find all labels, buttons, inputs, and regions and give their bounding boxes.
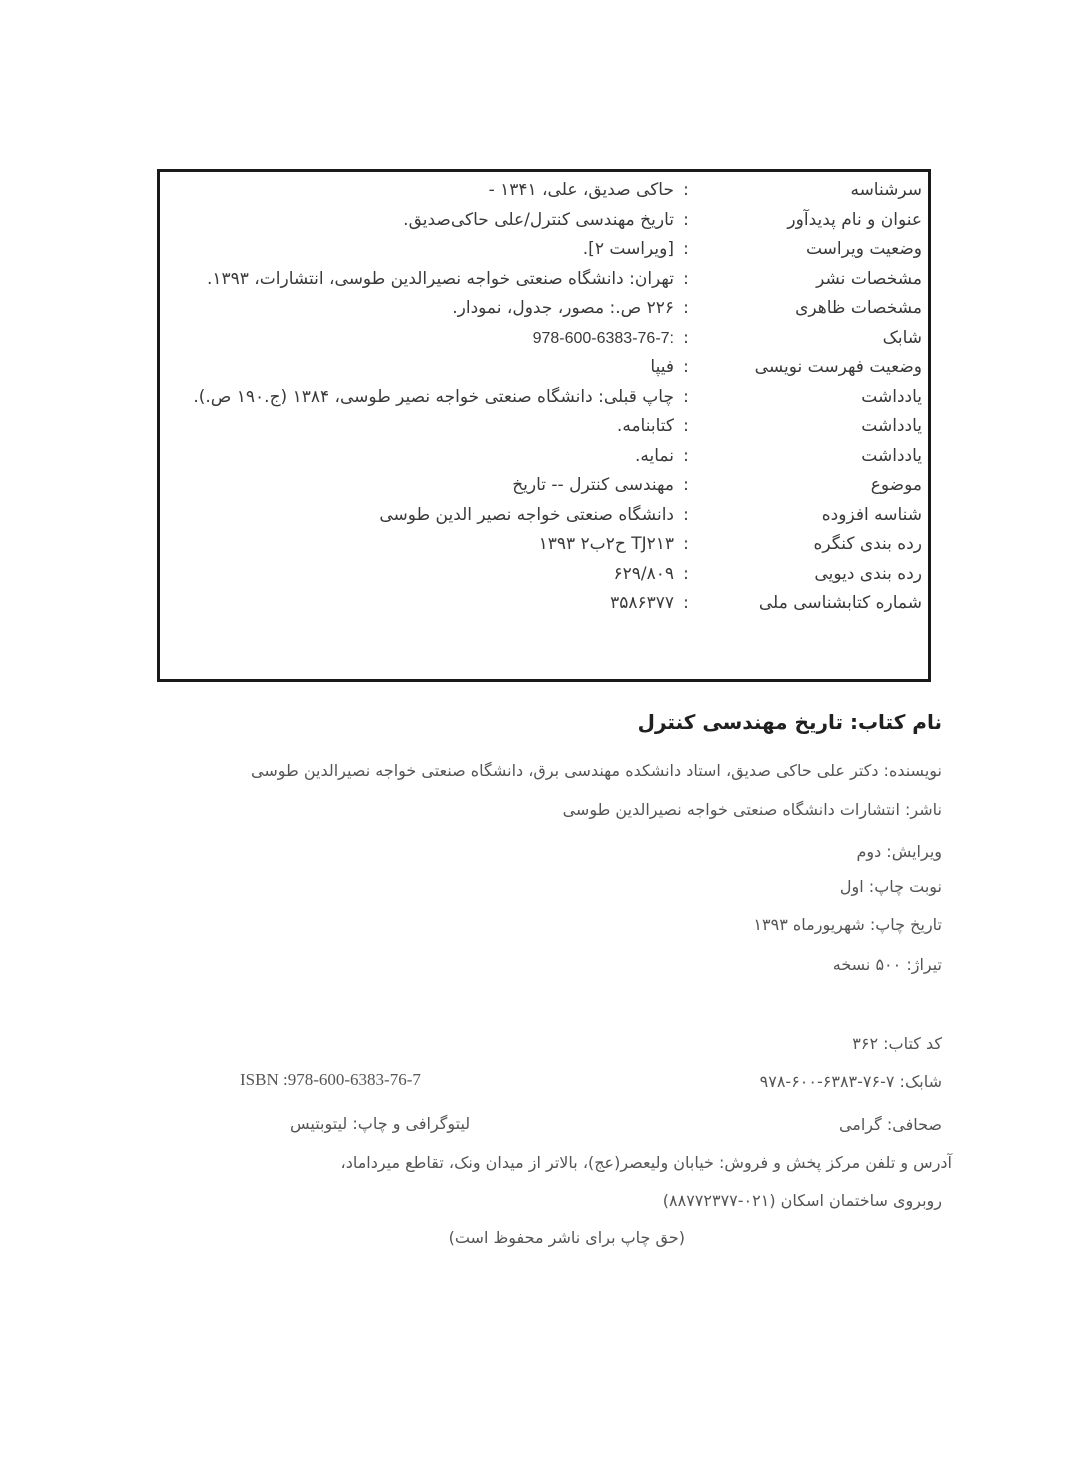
cip-label: سرشناسه [850, 180, 922, 200]
isbn-persian-text: شابک: ۷-۷۶-۶۳۸۳-۶۰۰-۹۷۸ [759, 1072, 942, 1091]
author-line: نویسنده: دکتر علی حاکی صدیق، استاد دانشکده مهندسی برق، دانشگاه صنعتی خواجه نصیرالدین طوسی [250, 761, 942, 780]
cip-value: تهران: دانشگاه صنعتی خواجه نصیرالدین طوسی، انتشارات، ۱۳۹۳. [206, 268, 674, 289]
cip-label: شماره کتابشناسی ملی [758, 593, 922, 613]
litho-line: لیتوگرافی و چاپ: لیتوبتیس [290, 1114, 471, 1133]
isbn-latin: ISBN :978-600-6383-76-7 [240, 1070, 421, 1089]
cip-separator: : [683, 504, 689, 525]
cip-value: ۶۲۹/۸۰۹ [613, 563, 674, 584]
cip-value: چاپ قبلی: دانشگاه صنعتی خواجه نصیر طوسی، ۱۳۸۴ (ج.۱۹۰ ص.). [193, 386, 674, 407]
cip-separator: : [683, 180, 689, 200]
cip-label: رده بندی دیویی [814, 563, 922, 584]
cip-value: کتابنامه. [616, 416, 674, 436]
cip-label: وضعیت ویراست [805, 239, 922, 259]
book-code-line: کد کتاب: ۳۶۲ [852, 1034, 942, 1053]
cip-label: شناسه افزوده [821, 504, 922, 525]
cip-label: رده بندی کنگره [813, 534, 922, 554]
cip-row [168, 176, 922, 206]
cip-row [168, 471, 922, 501]
book-title: نام کتاب: تاریخ مهندسی کنترل [637, 710, 942, 734]
cip-value: مهندسی کنترل -- تاریخ [512, 475, 674, 495]
cip-separator: : [683, 357, 689, 377]
cip-row [168, 294, 922, 324]
cip-value: فیپا [650, 357, 674, 377]
cip-label: شابک [882, 327, 922, 348]
cip-catalog-box [157, 169, 931, 682]
copyright-notice: (حق چاپ برای ناشر محفوظ است) [448, 1228, 685, 1247]
cip-separator: : [683, 475, 689, 495]
cip-separator: : [683, 593, 689, 613]
cip-separator: : [683, 239, 689, 259]
cip-separator: : [683, 327, 689, 348]
cip-value: TJ۲۱۳ ح۲ب۲ ۱۳۹۳ [538, 534, 674, 554]
cip-label: عنوان و نام پدیدآور [787, 209, 922, 230]
cip-value: ۲۲۶ ص.: مصور، جدول، نمودار. [452, 298, 674, 318]
cip-row [168, 589, 922, 619]
cip-label: وضعیت فهرست نویسی [754, 357, 922, 377]
cip-row [168, 501, 922, 531]
print-date-line: تاریخ چاپ: شهریورماه ۱۳۹۳ [753, 915, 942, 934]
cip-separator: : [683, 268, 689, 289]
print-run-line: نوبت چاپ: اول [839, 877, 942, 896]
cip-value: [ویراست ۲]. [582, 239, 674, 259]
cip-row [168, 442, 922, 472]
cip-row [168, 530, 922, 560]
cip-value: دانشگاه صنعتی خواجه نصیر الدین طوسی [379, 504, 674, 525]
cip-separator: : [683, 445, 689, 466]
cip-row [168, 265, 922, 295]
address-line-1: آدرس و تلفن مرکز پخش و فروش: خیابان ولیعصر(عج)، بالاتر از میدان ونک، تقاطع میرداماد، [340, 1153, 952, 1172]
cip-row [168, 206, 922, 236]
cip-separator: : [683, 563, 689, 584]
cip-label: یادداشت [861, 386, 922, 407]
cip-label: موضوع [870, 475, 922, 495]
cip-separator: : [683, 386, 689, 407]
circulation-line: تیراژ: ۵۰۰ نسخه [832, 955, 942, 974]
edition-line: ویرایش: دوم [856, 842, 942, 861]
cip-label: مشخصات نشر [816, 268, 922, 289]
cip-value: حاکی صدیق، علی، ۱۳۴۱ - [488, 180, 674, 200]
address-line-2: روبروی ساختمان اسکان (۰۲۱-۸۸۷۷۲۳۷۷) [662, 1191, 942, 1210]
cip-value: نمایه. [635, 445, 674, 466]
cip-value: ۳۵۸۶۳۷۷ [610, 593, 674, 613]
cip-row [168, 235, 922, 265]
cip-label: یادداشت [861, 416, 922, 436]
cip-separator: : [683, 209, 689, 230]
cip-row [168, 560, 922, 590]
cip-separator: : [683, 534, 689, 554]
cip-label: مشخصات ظاهری [795, 298, 922, 318]
cip-row [168, 353, 922, 383]
cip-row [168, 383, 922, 413]
cip-label: یادداشت [861, 445, 922, 466]
publisher-line: ناشر: انتشارات دانشگاه صنعتی خواجه نصیرالدین طوسی [562, 800, 942, 819]
cip-separator: : [683, 298, 689, 318]
cip-row [168, 412, 922, 442]
cip-row [168, 324, 922, 354]
binding-line: صحافی: گرامی [838, 1115, 942, 1134]
cip-value: تاریخ مهندسی کنترل/علی حاکی‌صدیق. [403, 209, 674, 230]
cip-separator: : [683, 416, 689, 436]
cip-value: 978-600-6383-76-7: [532, 329, 674, 347]
